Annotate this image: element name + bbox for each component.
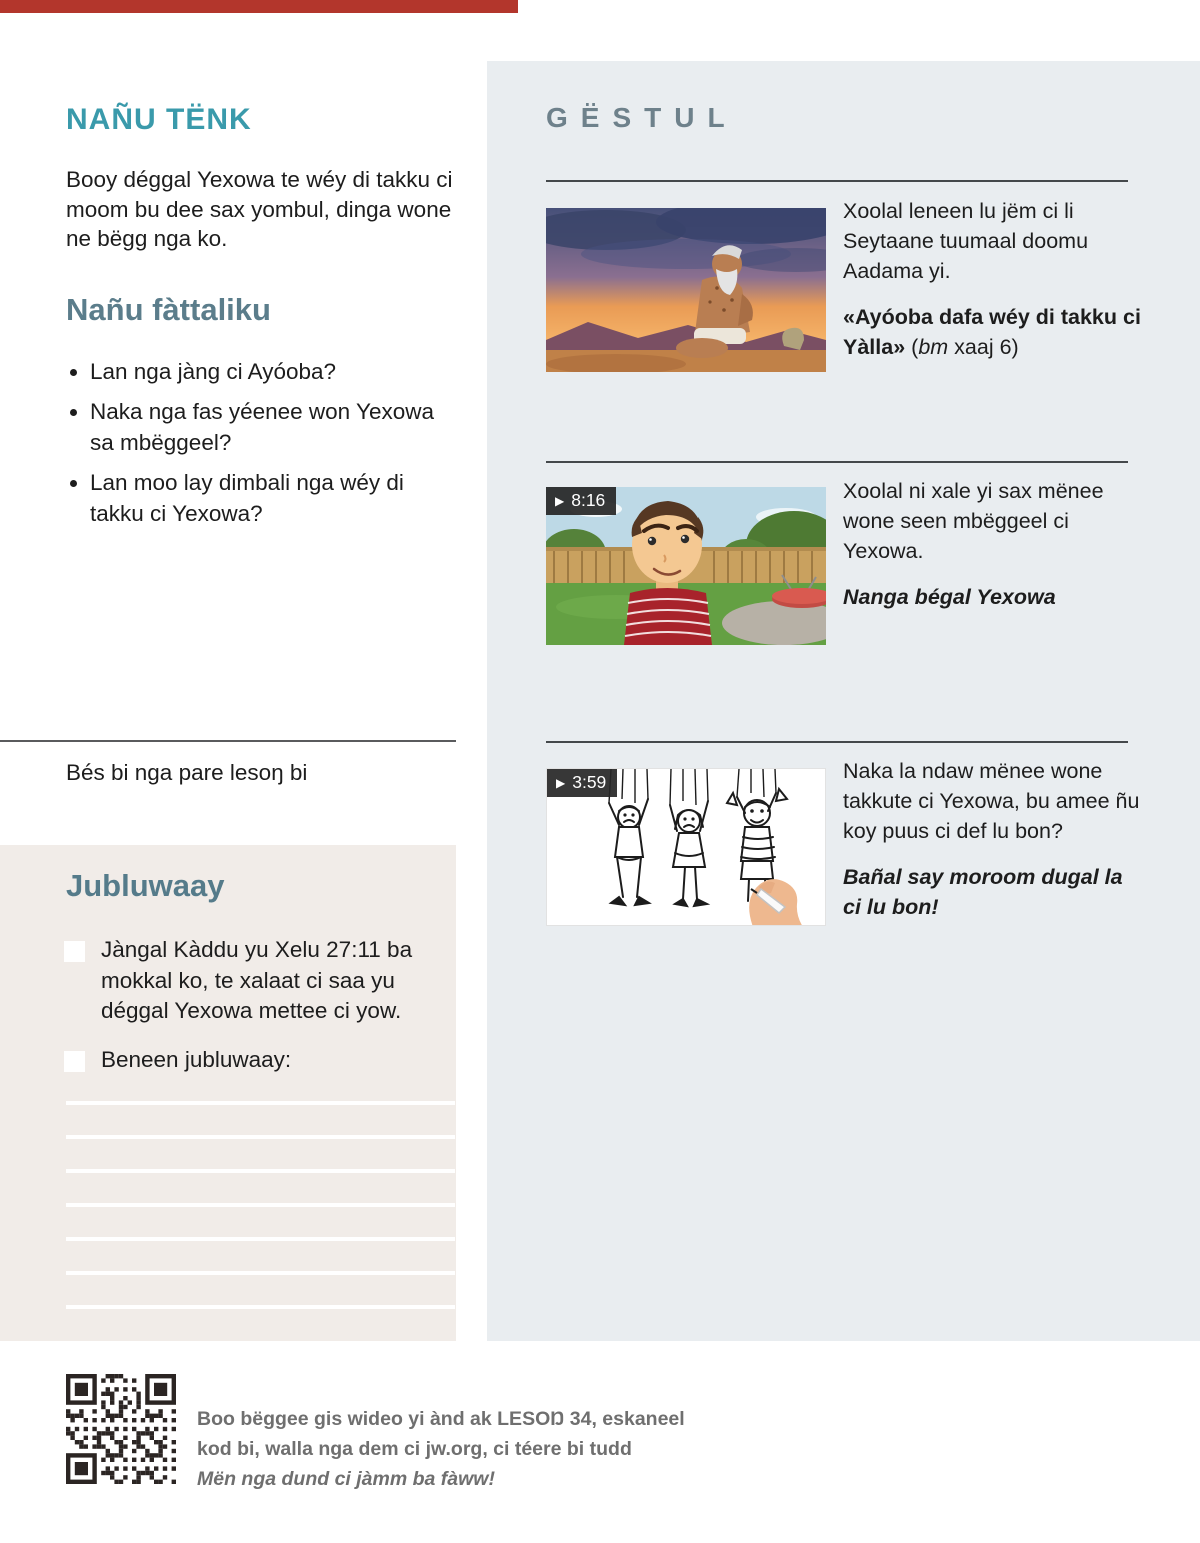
media-item	[843, 196, 1143, 362]
summary-heading: NAÑU TËNK	[66, 103, 252, 136]
recall-question: • Lan nga jàng ci Ayóoba?	[90, 356, 435, 387]
media-description: Naka la ndaw mënee wone takkute ci Yexowa, bu amee ñu koy puus ci def lu bon?	[843, 759, 1140, 843]
goals-heading: Jubluwaay	[66, 868, 225, 903]
separator-line	[546, 180, 1128, 182]
writing-line	[66, 1271, 455, 1275]
recall-question: • Naka nga fas yéenee won Yexowa sa mbëggeel?	[90, 396, 435, 458]
writing-line	[66, 1237, 455, 1241]
writing-line	[66, 1101, 455, 1105]
qr-caption	[197, 1404, 717, 1494]
qr-caption-line: kod bi, walla nga dem ci jw.org, ci téere bi tudd	[197, 1438, 632, 1460]
goal-checkbox[interactable]	[64, 1051, 85, 1072]
separator-line	[546, 741, 1128, 743]
recall-question-list	[66, 356, 435, 538]
duration-badge	[547, 769, 617, 797]
writing-line	[66, 1135, 455, 1139]
recall-heading: Nañu fàttaliku	[66, 292, 271, 327]
explore-heading: GËSTUL	[546, 102, 738, 133]
summary-text: Booy déggal Yexowa te wéy di takku ci moom bu dee sax yombul, dinga wone ne bëgg nga ko.	[66, 167, 453, 251]
play-icon: ▶	[556, 776, 566, 790]
media-quote: «Ayóoba dafa wéy di takku ci Yàlla» (bm xaaj 6)	[843, 305, 1141, 359]
play-icon: ▶	[555, 494, 565, 508]
media-item	[843, 476, 1143, 612]
goal-checkbox[interactable]	[64, 941, 85, 962]
completion-label: Bés bi nga pare lesoŋ bi	[66, 760, 308, 785]
writing-line	[66, 1169, 455, 1173]
book-title: Mën nga dund ci jàmm ba fàww!	[197, 1468, 495, 1490]
separator-line	[546, 461, 1128, 463]
qr-code	[66, 1374, 176, 1484]
recall-question: • Lan moo lay dimbali nga wéy di takku ci Yexowa?	[90, 467, 435, 529]
goal-text: Jàngal Kàddu yu Xelu 27:11 ba mokkal ko, te xalaat ci saa yu déggal Yexowa mettee ci yow.	[101, 937, 413, 1023]
duration-label: 8:16	[571, 490, 606, 510]
goals-panel	[0, 845, 456, 1341]
media-cta: Nanga bégal Yexowa	[843, 585, 1056, 609]
media-cta: Bañal say moroom dugal la ci lu bon!	[843, 865, 1123, 919]
video-thumbnail-whiteboard[interactable]	[546, 768, 826, 926]
writing-line	[66, 1203, 455, 1207]
media-description: Xoolal leneen lu jëm ci li Seytaane tuumaal doomu Aadama yi.	[843, 199, 1089, 283]
duration-badge	[546, 487, 616, 515]
accent-bar	[0, 0, 518, 13]
separator-line	[0, 740, 456, 742]
media-item	[843, 756, 1143, 922]
writing-line	[66, 1305, 455, 1309]
video-thumbnail-children[interactable]	[546, 487, 826, 645]
media-description: Xoolal ni xale yi sax mënee wone seen mbëggeel ci Yexowa.	[843, 479, 1104, 563]
job-artwork-thumbnail	[546, 208, 826, 372]
duration-label: 3:59	[572, 772, 607, 792]
goal-text: Beneen jubluwaay:	[101, 1047, 292, 1072]
qr-caption-line: Boo bëggee gis wideo yi ànd ak LESOŊ 34, eskaneel	[197, 1408, 685, 1430]
